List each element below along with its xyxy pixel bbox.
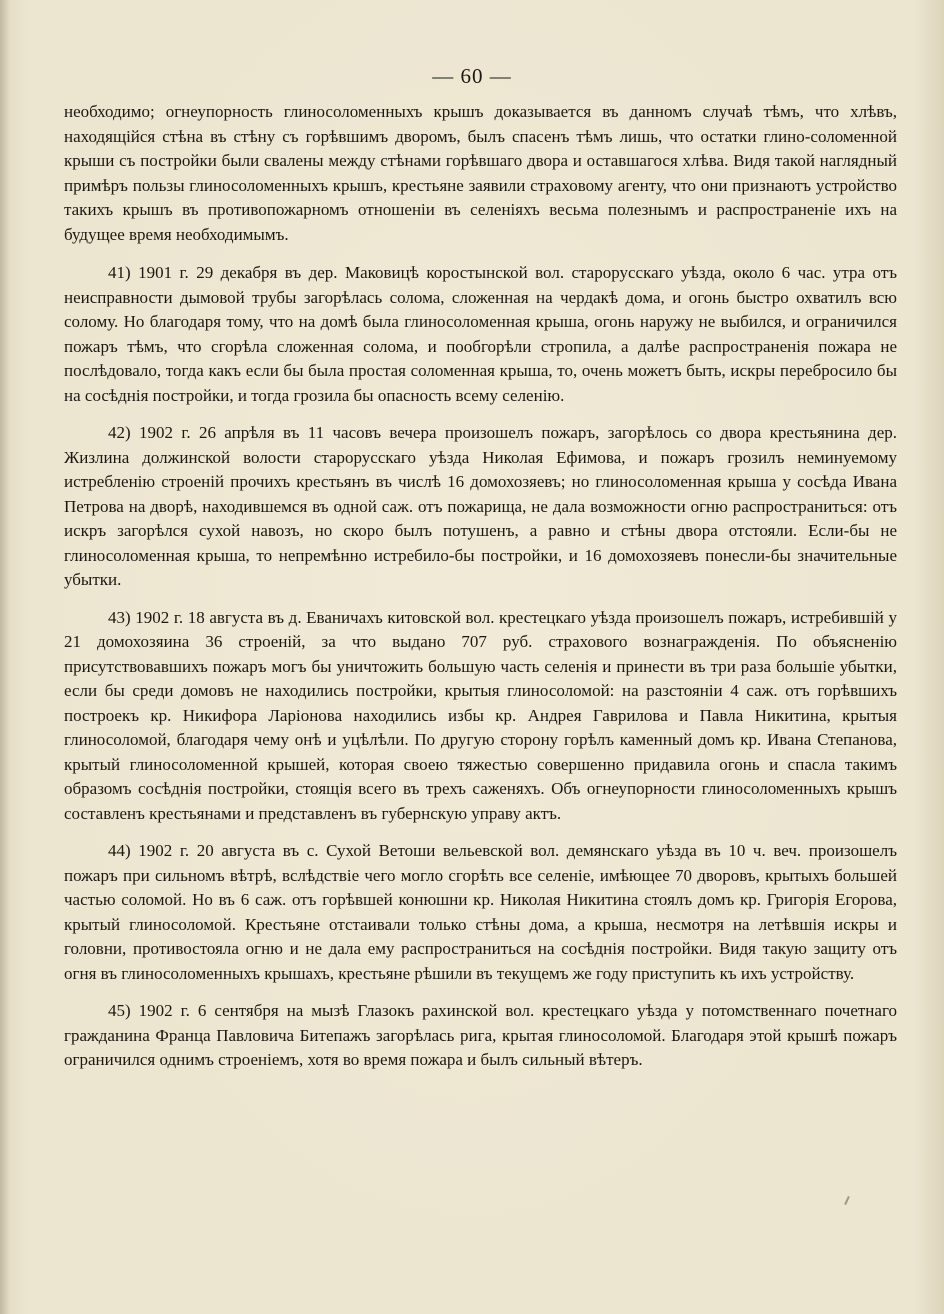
- paragraph-item-42: 42) 1902 г. 26 апрѣля въ 11 часовъ вечера произошелъ пожаръ, загорѣлось со двора крестьянина дер. Жизлина должинской волости старорусскаго уѣзда Николая Ефимова, и пожаръ грозилъ неминуемому истребленію строеній прочихъ крестьянъ въ числѣ 16 домохозяевъ; но глиносоломенная крыша у сосѣда Ивана Петрова на дворѣ, находившемся въ одной саж. отъ пожарища, не дала возможности огню распространиться: отъ искръ загорѣлся сухой навозъ, но скоро былъ потушенъ, а равно и стѣны двора отстояли. Если-бы не глиносоломенная крыша, то непремѣнно истребило-бы постройки, и 16 домохозяевъ понесли-бы значительные убытки.: [64, 423, 897, 589]
- paragraph-item-41: 41) 1901 г. 29 декабря въ дер. Маковицѣ коростынской вол. старорусскаго уѣзда, около 6 час. утра отъ неисправности дымовой трубы загорѣлась солома, сложенная на чердакѣ дома, и огонь быстро охватилъ всю солому. Но благодаря тому, что на домѣ была глиносоломенная крыша, огонь наружу не выбился, и ограничился пожаръ тѣмъ, что сгорѣла сложенная солома, и пообгорѣли стропила, а далѣе распространенія пожара не послѣдовало, тогда какъ если бы была простая соломенная крыша, то, очень можетъ быть, искры перебросило бы на сосѣднія постройки, и тогда грозила бы опасность всему селенію.: [64, 263, 897, 405]
- paragraph-item-45: 45) 1902 г. 6 сентября на мызѣ Глазокъ рахинской вол. крестецкаго уѣзда у потомственнаго почетнаго гражданина Франца Павловича Битепажъ загорѣлась рига, крытая глиносоломой. Благодаря этой крышѣ пожаръ ограничился однимъ строеніемъ, хотя во время пожара и былъ сильный вѣтеръ.: [64, 1001, 897, 1069]
- page-number: — 60 —: [432, 64, 512, 88]
- page-edge-shadow: [0, 0, 10, 1314]
- paragraph-continuation: необходимо; огнеупорность глиносоломенныхъ крышъ доказывается въ данномъ случаѣ тѣмъ, что хлѣвъ, находящійся стѣна въ стѣну съ горѣвшимъ дворомъ, былъ спасенъ тѣмъ лишь, что остатки глино-соломенной крыши съ постройки были свалены между стѣнами горѣвшаго двора и оставшагося хлѣва. Видя такой наглядный примѣръ пользы глиносоломенныхъ крышъ, крестьяне заявили страховому агенту, что они признаютъ устройство такихъ крышъ въ противопожарномъ отношеніи въ селеніяхъ весьма полезнымъ и распространеніе ихъ на будущее время необходимымъ.: [64, 102, 897, 244]
- paragraph-item-44: 44) 1902 г. 20 августа въ с. Сухой Ветоши вельевской вол. демянскаго уѣзда въ 10 ч. веч. произошелъ пожаръ при сильномъ вѣтрѣ, вслѣдствіе чего могло сгорѣть все селеніе, имѣющее 70 дворовъ, крытыхъ большей частью соломой. Но въ 6 саж. отъ горѣвшей конюшни кр. Николая Никитина стоялъ домъ кр. Григорія Егорова, крытый глиносоломой. Крестьяне отстаивали только стѣны дома, а крыша, несмотря на летѣвшія искры и головни, противостояла огню и не дала ему распространиться на сосѣднія постройки. Видя такую защиту отъ огня въ глиносоломенныхъ крышахъ, крестьяне рѣшили въ текущемъ же году приступить къ ихъ устройству.: [64, 841, 897, 983]
- body-text: [64, 100, 897, 1086]
- paragraph-item-43: 43) 1902 г. 18 августа въ д. Еваничахъ китовской вол. крестецкаго уѣзда произошелъ пожаръ, истребившій у 21 домохозяина 36 строеній, за что выдано 707 руб. страхового вознагражденія. По объясненію присутствовавшихъ пожаръ могъ бы уничтожить большую часть селенія и принести въ три раза большіе убытки, если бы среди домовъ не находились постройки, крытыя глиносоломой: на разстояніи 4 саж. отъ горѣвшихъ построекъ кр. Никифора Ларіонова находились избы кр. Андрея Гаврилова и Павла Никитина, крытыя глиносоломой, благодаря чему онѣ и уцѣлѣли. По другую сторону горѣлъ каменный домъ кр. Ивана Степанова, крытый глиносоломенной крышей, которая своею тяжестью совершенно придавила огонь и спасла такимъ образомъ сосѣднія постройки, стоящія всего въ трехъ саженяхъ. Объ огнеупорности глиносоломенныхъ крышъ составленъ крестьянами и представленъ въ губернскую управу актъ.: [64, 607, 897, 823]
- paper-speck: [844, 1196, 850, 1205]
